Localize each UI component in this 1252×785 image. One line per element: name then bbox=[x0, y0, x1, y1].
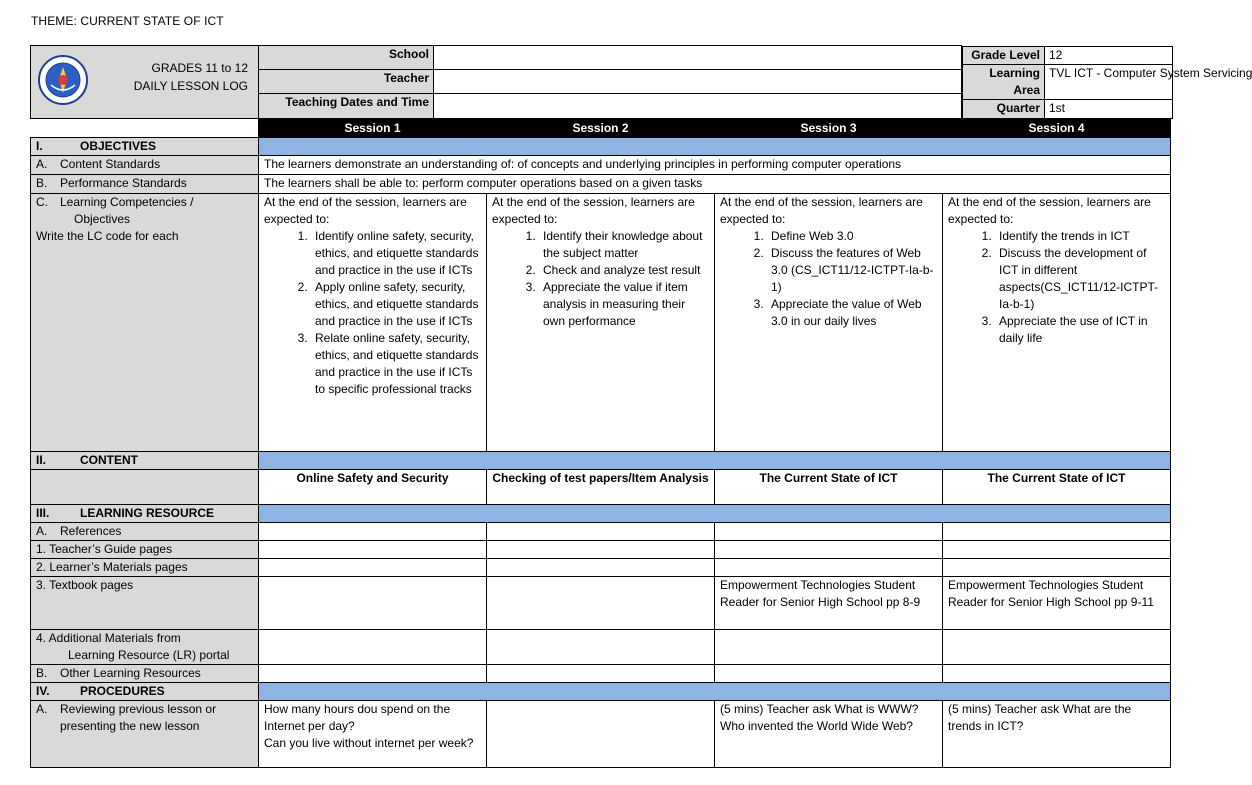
content-session-3: The Current State of ICT bbox=[715, 470, 943, 505]
content-bar bbox=[259, 452, 1171, 470]
other-text: Other Learning Resources bbox=[60, 666, 201, 680]
list-item: 3. Appreciate the use of ICT in daily life bbox=[995, 313, 1165, 347]
resource-title: LEARNING RESOURCE bbox=[80, 506, 215, 520]
procedures-roman: IV. bbox=[36, 684, 50, 698]
lc-label-2: Objectives bbox=[74, 212, 131, 226]
learning-area-label: Learning Area bbox=[963, 64, 1045, 99]
header-table bbox=[30, 45, 1252, 119]
objectives-intro: At the end of the session, learners are expected to: bbox=[948, 195, 1151, 226]
objectives-intro: At the end of the session, learners are expected to: bbox=[720, 195, 923, 226]
textbook-session-4: Empowerment Technologies Student Reader for Senior High School pp 9-11 bbox=[943, 577, 1171, 630]
am-line-2: Learning Resource (LR) portal bbox=[68, 648, 230, 662]
list-item: 1. Define Web 3.0 bbox=[767, 228, 937, 245]
textbook-pages-label: 3. Textbook pages bbox=[31, 577, 259, 630]
deped-logo-cell bbox=[31, 46, 259, 119]
other-resources-label bbox=[31, 665, 259, 683]
learners-materials-label: 2. Learner’s Materials pages bbox=[31, 559, 259, 577]
objectives-bar bbox=[259, 138, 1171, 156]
content-label-blank bbox=[31, 470, 259, 505]
list-item: 1. Identify the trends in ICT bbox=[995, 228, 1165, 245]
lc-letter: C. bbox=[36, 195, 48, 209]
dll-label: DAILY LESSON LOG bbox=[133, 78, 248, 93]
objectives-roman: I. bbox=[36, 139, 43, 153]
performance-standards-text: Performance Standards bbox=[60, 176, 187, 190]
review-line-1: Reviewing previous lesson or bbox=[60, 702, 217, 716]
lc-label-3: Write the LC code for each bbox=[36, 229, 179, 243]
other-letter: B. bbox=[36, 666, 48, 680]
teaching-dates-field[interactable] bbox=[434, 93, 962, 118]
objectives-session-3 bbox=[715, 194, 943, 452]
list-item: 1. Identify their knowledge about the subject matter bbox=[539, 228, 709, 262]
additional-materials-label bbox=[31, 630, 259, 665]
content-standards-label bbox=[31, 156, 259, 175]
objectives-header bbox=[31, 138, 259, 156]
review-s1-line-2: Can you live without internet per week? bbox=[264, 736, 474, 750]
school-field[interactable] bbox=[434, 46, 962, 70]
content-session-4: The Current State of ICT bbox=[943, 470, 1171, 505]
learning-area-field[interactable]: TVL ICT - Computer System Servicing bbox=[1045, 64, 1173, 99]
learning-resource-header bbox=[31, 505, 259, 523]
learning-resource-bar bbox=[259, 505, 1171, 523]
lesson-log-table bbox=[30, 119, 1171, 768]
grade-level-field[interactable]: 12 bbox=[1045, 46, 1173, 64]
references-letter: A. bbox=[36, 524, 48, 538]
session-4-header: Session 4 bbox=[943, 120, 1171, 138]
objectives-session-1 bbox=[259, 194, 487, 452]
procedures-title: PROCEDURES bbox=[80, 684, 165, 698]
list-item: 2. Discuss the development of ICT in different aspects(CS_ICT11/12-ICTPT-Ia-b-1) bbox=[995, 245, 1165, 313]
content-title: CONTENT bbox=[80, 453, 138, 467]
quarter-label: Quarter bbox=[963, 99, 1045, 118]
review-line-2: presenting the new lesson bbox=[60, 719, 200, 733]
am-line-1: 4. Additional Materials from bbox=[36, 631, 181, 645]
performance-standards-label bbox=[31, 175, 259, 194]
content-header bbox=[31, 452, 259, 470]
content-standards-text: Content Standards bbox=[60, 157, 161, 171]
school-label: School bbox=[259, 46, 434, 70]
quarter-field[interactable]: 1st bbox=[1045, 99, 1173, 118]
objectives-list-4 bbox=[948, 228, 1165, 347]
session-3-header: Session 3 bbox=[715, 120, 943, 138]
reviewing-lesson-label bbox=[31, 701, 259, 768]
lc-label-1: Learning Competencies / bbox=[60, 195, 194, 209]
review-session-2 bbox=[487, 701, 715, 768]
grade-level-label: Grade Level bbox=[963, 46, 1045, 64]
teachers-guide-label: 1. Teacher’s Guide pages bbox=[31, 541, 259, 559]
objectives-title: OBJECTIVES bbox=[80, 139, 157, 153]
list-item: 2. Apply online safety, security, ethics, and etiquette standards and practice in the use if ICTs bbox=[311, 279, 481, 330]
review-session-4: (5 mins) Teacher ask What are the trends in ICT? bbox=[943, 701, 1171, 768]
teacher-field[interactable] bbox=[434, 69, 962, 93]
procedures-bar bbox=[259, 683, 1171, 701]
list-item: 3. Appreciate the value if item analysis in measuring their own performance bbox=[539, 279, 709, 330]
content-session-2: Checking of test papers/Item Analysis bbox=[487, 470, 715, 505]
review-s1-line-1: How many hours dou spend on the Internet per day? bbox=[264, 702, 451, 733]
review-session-1 bbox=[259, 701, 487, 768]
objectives-session-4 bbox=[943, 194, 1171, 452]
session-1-header: Session 1 bbox=[259, 120, 487, 138]
performance-standards-value: The learners shall be able to: perform computer operations based on a given tasks bbox=[259, 175, 1171, 194]
list-item: 2. Discuss the features of Web 3.0 (CS_ICT11/12-ICTPT-Ia-b-1) bbox=[767, 245, 937, 296]
list-item: 3. Appreciate the value of Web 3.0 in our daily lives bbox=[767, 296, 937, 330]
teaching-dates-label: Teaching Dates and Time bbox=[259, 93, 434, 118]
procedures-header bbox=[31, 683, 259, 701]
objectives-intro: At the end of the session, learners are expected to: bbox=[492, 195, 695, 226]
grades-label: GRADES 11 to 12 bbox=[151, 60, 248, 75]
learning-competencies-label bbox=[31, 194, 259, 452]
resource-roman: III. bbox=[36, 506, 50, 520]
objectives-list-2 bbox=[492, 228, 709, 330]
references-label bbox=[31, 523, 259, 541]
deped-seal-icon bbox=[35, 55, 91, 105]
objectives-session-2 bbox=[487, 194, 715, 452]
teacher-label: Teacher bbox=[259, 69, 434, 93]
textbook-session-3: Empowerment Technologies Student Reader for Senior High School pp 8-9 bbox=[715, 577, 943, 630]
references-text: References bbox=[60, 524, 122, 538]
list-item: 3. Relate online safety, security, ethics, and etiquette standards and practice in the use if ICTs to specific professional tracks bbox=[311, 330, 481, 398]
content-session-1: Online Safety and Security bbox=[259, 470, 487, 505]
review-session-3: (5 mins) Teacher ask What is WWW? Who invented the World Wide Web? bbox=[715, 701, 943, 768]
theme-title: THEME: CURRENT STATE OF ICT bbox=[31, 14, 224, 28]
review-letter: A. bbox=[36, 702, 48, 716]
list-item: 1. Identify online safety, security, ethics, and etiquette standards and practice in the use if ICTs bbox=[311, 228, 481, 279]
performance-standards-letter: B. bbox=[36, 176, 48, 190]
content-roman: II. bbox=[36, 453, 47, 467]
objectives-list-3 bbox=[720, 228, 937, 330]
objectives-list-1 bbox=[264, 228, 481, 398]
objectives-intro: At the end of the session, learners are expected to: bbox=[264, 195, 467, 226]
list-item: 2. Check and analyze test result bbox=[539, 262, 709, 279]
content-standards-letter: A. bbox=[36, 157, 48, 171]
content-standards-value: The learners demonstrate an understanding of: of concepts and underlying principles in performing computer operations bbox=[259, 156, 1171, 175]
session-2-header: Session 2 bbox=[487, 120, 715, 138]
